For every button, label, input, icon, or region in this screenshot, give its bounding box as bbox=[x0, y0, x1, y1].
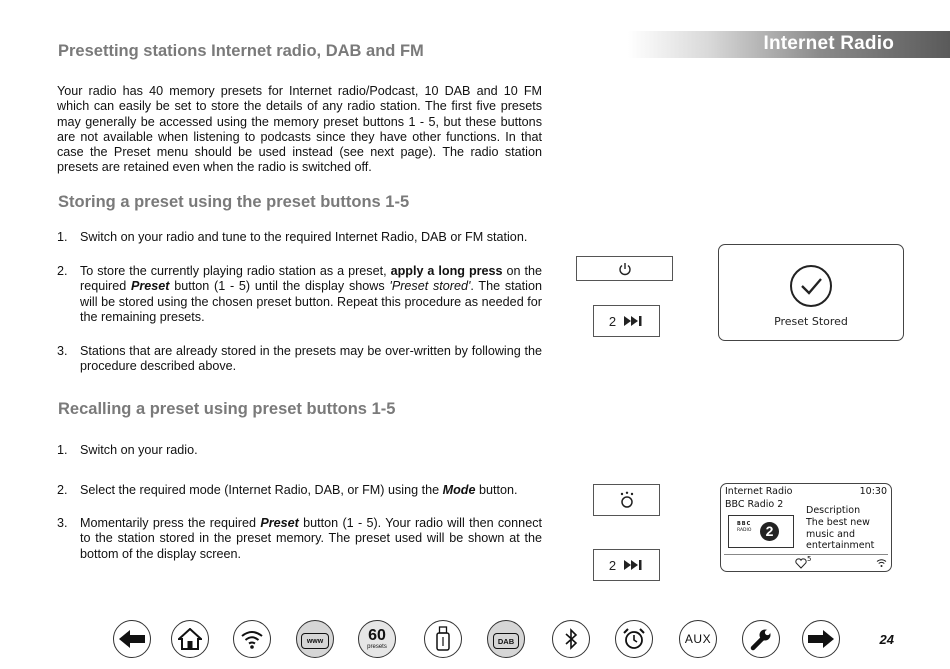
aux-label: AUX bbox=[684, 632, 712, 646]
preset-stored-label: Preset Stored bbox=[774, 315, 848, 328]
preset-stored-screen bbox=[718, 244, 904, 341]
next-track-icon bbox=[624, 316, 644, 326]
heart-icon bbox=[795, 558, 807, 569]
recalling-step-3: 3. Momentarily press the required Preset button (1 - 5). Your radio will then connect to the station stored in the preset memory. The preset used will be shown at the bottom of the display screen. bbox=[57, 516, 542, 561]
logo-bbc: BBC bbox=[737, 521, 752, 527]
mode-icon bbox=[619, 491, 635, 509]
wrench-icon bbox=[749, 627, 773, 651]
checkmark-icon bbox=[789, 264, 833, 308]
preset-2-button[interactable]: 2 bbox=[593, 305, 660, 337]
display-divider bbox=[724, 554, 888, 555]
recalling-step-2: 2. Select the required mode (Internet Radio, DAB, or FM) using the Mode button. bbox=[57, 483, 518, 497]
arrow-right-icon bbox=[808, 630, 834, 648]
settings-nav-button[interactable] bbox=[742, 620, 780, 658]
storing-heading: Storing a preset using the preset buttons 1-5 bbox=[58, 193, 410, 211]
aux-nav-button[interactable] bbox=[679, 620, 717, 658]
bluetooth-nav-button[interactable] bbox=[552, 620, 590, 658]
description-line: The best new bbox=[806, 517, 870, 528]
section-banner bbox=[628, 31, 950, 58]
display-time: 10:30 bbox=[859, 486, 887, 497]
presets-label: presets bbox=[367, 643, 387, 650]
presets-count: 60 bbox=[368, 626, 386, 644]
dab-nav-button[interactable] bbox=[487, 620, 525, 658]
recalling-step-1: 1. Switch on your radio. bbox=[57, 443, 198, 457]
presets-nav-button[interactable] bbox=[358, 620, 396, 658]
description-title: Description bbox=[806, 505, 861, 516]
preset-2-button-recall[interactable]: 2 bbox=[593, 549, 660, 581]
storing-step-3: 3. Stations that are already stored in the presets may be over-written by following the procedure described above. bbox=[57, 344, 542, 374]
intro-paragraph: Your radio has 40 memory presets for Internet radio/Podcast, 10 DAB and 10 FM which can easily be set to store the details of any radio station. The first five presets may generally be accessed using the memory preset buttons 1 - 5, but these buttons are not available when listening to podcasts since they have other functions. In that case the Preset menu should be used instead (see next page). The radio station presets are retained even when the radio is switched off. bbox=[57, 84, 542, 175]
display-station: BBC Radio 2 bbox=[725, 499, 784, 510]
home-nav-button[interactable] bbox=[171, 620, 209, 658]
wifi-signal-icon bbox=[876, 558, 887, 568]
storing-step-2: 2. To store the currently playing radio station as a preset, apply a long press on the required Preset button (1 - 5) until the display shows 'Preset stored'. The station will be stored using the chosen preset button. Repeat this procedure as needed for the remaining presets. bbox=[57, 264, 543, 324]
display-mode: Internet Radio bbox=[725, 486, 793, 497]
www-radio-icon: www bbox=[301, 633, 329, 649]
page-heading: Presetting stations Internet radio, DAB and FM bbox=[58, 42, 424, 60]
power-icon bbox=[618, 262, 632, 276]
forward-nav-button[interactable] bbox=[802, 620, 840, 658]
internet-radio-nav-button[interactable] bbox=[233, 620, 271, 658]
storing-step-1: 1. Switch on your radio and tune to the required Internet Radio, DAB or FM station. bbox=[57, 230, 528, 244]
description-line: music and bbox=[806, 528, 855, 540]
wifi-icon bbox=[240, 629, 264, 649]
section-title: Internet Radio bbox=[763, 33, 894, 54]
alarm-nav-button[interactable] bbox=[615, 620, 653, 658]
station-logo bbox=[728, 515, 794, 548]
arrow-left-icon bbox=[119, 630, 145, 648]
alarm-clock-icon bbox=[622, 627, 646, 651]
description-line: entertainment bbox=[806, 540, 875, 551]
preset-indicator: 5 bbox=[807, 555, 812, 563]
logo-number: 2 bbox=[760, 522, 779, 541]
logo-radio: RADIO bbox=[737, 528, 752, 533]
back-nav-button[interactable] bbox=[113, 620, 151, 658]
recalling-heading: Recalling a preset using preset buttons 1-5 bbox=[58, 400, 396, 418]
mode-button[interactable] bbox=[593, 484, 660, 516]
home-icon bbox=[178, 628, 202, 650]
usb-nav-button[interactable] bbox=[424, 620, 462, 658]
radio-display-screen bbox=[720, 483, 892, 572]
power-button[interactable] bbox=[576, 256, 673, 281]
page-number: 24 bbox=[879, 632, 894, 647]
next-track-icon bbox=[624, 560, 644, 570]
bluetooth-icon bbox=[564, 628, 578, 650]
podcast-nav-button[interactable] bbox=[296, 620, 334, 658]
dab-radio-icon: DAB bbox=[493, 633, 519, 649]
usb-stick-icon bbox=[436, 626, 450, 652]
